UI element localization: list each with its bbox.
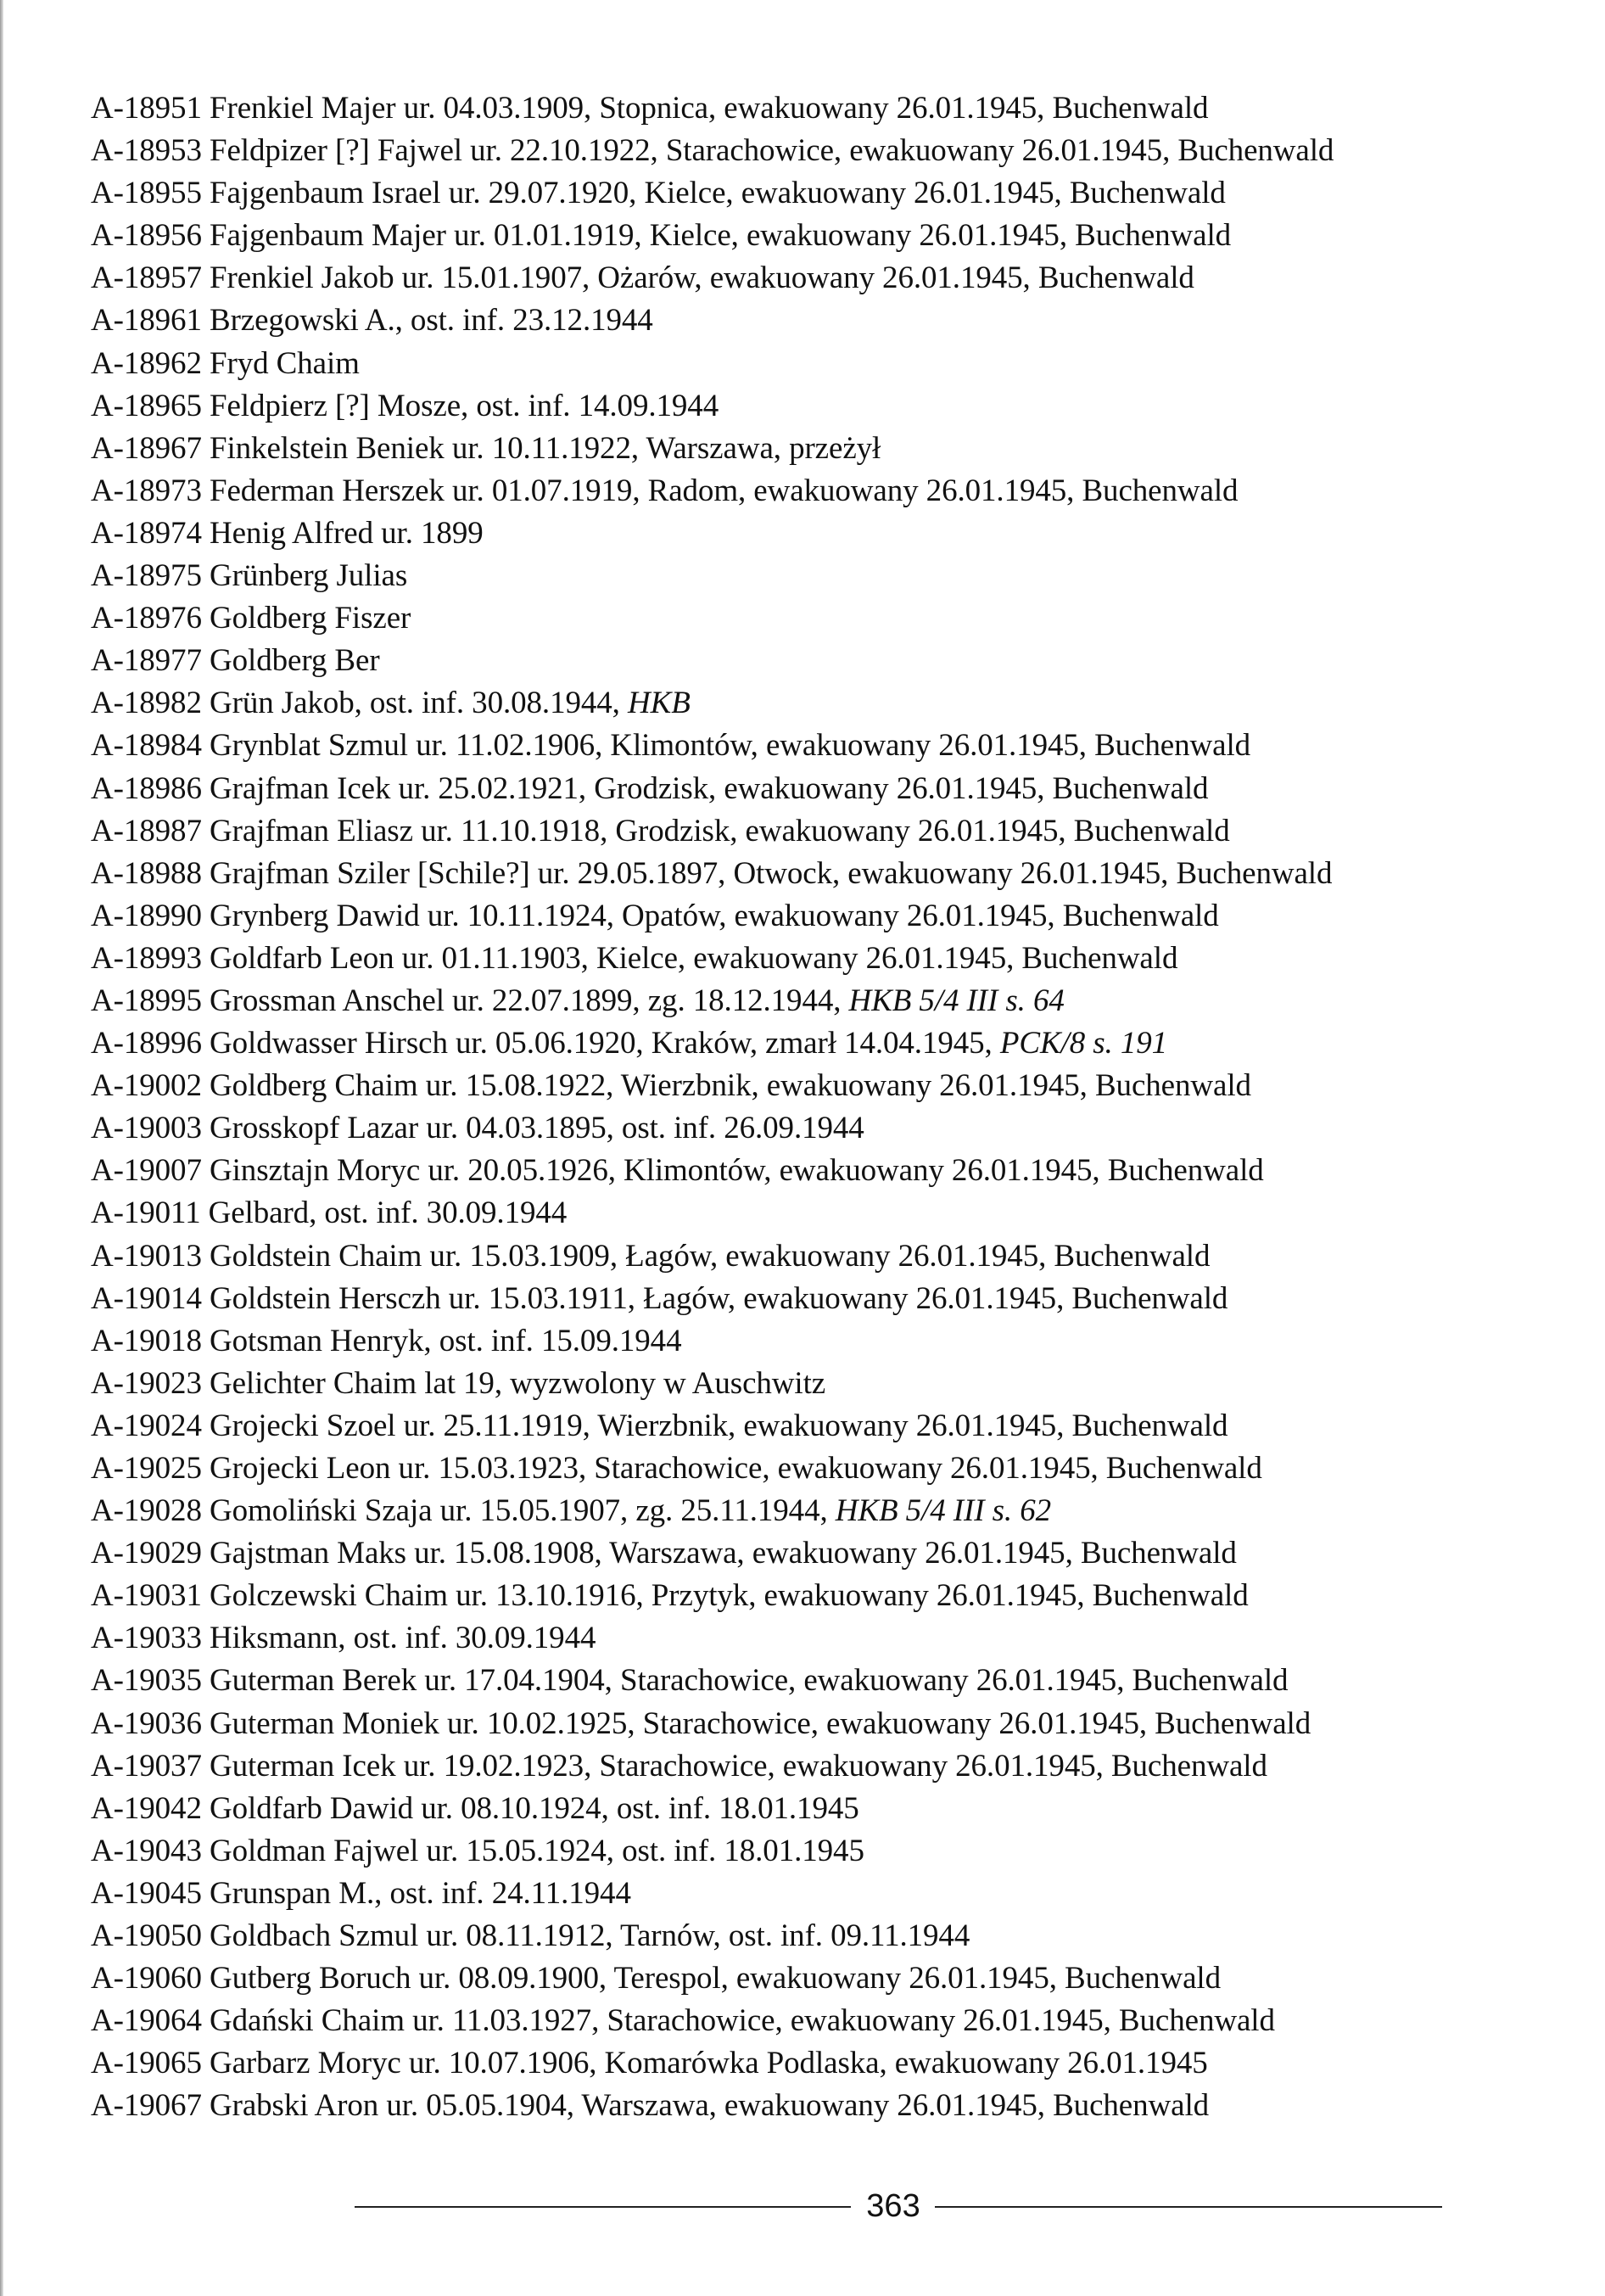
entry-text: A-19029 Gajstman Maks ur. 15.08.1908, Warszawa, ewakuowany 26.01.1945, Buchenwald (91, 1536, 1237, 1571)
page-footer (355, 2181, 1442, 2232)
list-item (91, 980, 1533, 1022)
entry-text: A-18956 Fajgenbaum Majer ur. 01.01.1919, Kielce, ewakuowany 26.01.1945, Buchenwald (91, 218, 1232, 254)
entry-text: A-18955 Fajgenbaum Israel ur. 29.07.1920, Kielce, ewakuowany 26.01.1945, Buchenwald (91, 176, 1226, 211)
entry-reference: HKB 5/4 III s. 64 (848, 983, 1065, 1018)
entry-text: A-19011 Gelbard, ost. inf. 30.09.1944 (91, 1196, 568, 1231)
list-item (91, 853, 1533, 895)
entry-text: A-19018 Gotsman Henryk, ost. inf. 15.09.1944 (91, 1323, 682, 1358)
entry-text: A-18990 Grynberg Dawid ur. 10.11.1924, Opatów, ewakuowany 26.01.1945, Buchenwald (91, 898, 1219, 933)
list-item (91, 1490, 1533, 1532)
entry-reference: HKB (628, 686, 691, 721)
list-item (91, 1022, 1533, 1065)
entry-text: A-19065 Garbarz Moryc ur. 10.07.1906, Komarówka Podlaska, ewakuowany 26.01.1945 (91, 2046, 1208, 2081)
list-item (91, 1065, 1533, 1107)
entry-text: A-18975 Grünberg Julias (91, 558, 408, 594)
list-item (91, 300, 1533, 342)
entry-text: A-19025 Grojecki Leon ur. 15.03.1923, Starachowice, ewakuowany 26.01.1945, Buchenwald (91, 1451, 1262, 1486)
entry-text: A-19014 Goldstein Hersczh ur. 15.03.1911, Łagów, ewakuowany 26.01.1945, Buchenwald (91, 1280, 1228, 1316)
entry-text: A-18987 Grajfman Eliasz ur. 11.10.1918, Grodzisk, ewakuowany 26.01.1945, Buchenwald (91, 813, 1230, 848)
entry-text: A-18977 Goldberg Ber (91, 643, 380, 679)
list-item (91, 2042, 1533, 2085)
entry-text: A-18974 Henig Alfred ur. 1899 (91, 515, 484, 551)
list-item (91, 1363, 1533, 1405)
footer-rule-right (935, 2206, 1442, 2208)
footer-rule-left (355, 2206, 851, 2208)
list-item (91, 682, 1533, 725)
entry-text: A-18967 Finkelstein Beniek ur. 10.11.1922, Warszawa, przeżył (91, 430, 881, 466)
list-item (91, 1703, 1533, 1745)
list-item (91, 895, 1533, 938)
list-item (91, 1617, 1533, 1660)
entry-text: A-18957 Frenkiel Jakob ur. 15.01.1907, Ożarów, ewakuowany 26.01.1945, Buchenwald (91, 260, 1194, 296)
list-item (91, 1957, 1533, 2000)
entry-text: A-18965 Feldpierz [?] Mosze, ost. inf. 14.09.1944 (91, 388, 719, 423)
list-item (91, 2000, 1533, 2042)
list-item (91, 1150, 1533, 1192)
list-item (91, 810, 1533, 853)
list-item (91, 1830, 1533, 1873)
list-item (91, 597, 1533, 640)
list-item (91, 428, 1533, 470)
entry-reference: HKB 5/4 III s. 62 (835, 1493, 1051, 1529)
entry-text: A-18953 Feldpizer [?] Fajwel ur. 22.10.1922, Starachowice, ewakuowany 26.01.1945, Buchenwald (91, 133, 1334, 169)
list-item (91, 938, 1533, 980)
list-item (91, 2085, 1533, 2127)
list-item (91, 512, 1533, 555)
entry-text: A-19045 Grunspan M., ost. inf. 24.11.1944 (91, 1875, 631, 1911)
entry-text: A-19060 Gutberg Boruch ur. 08.09.1900, Terespol, ewakuowany 26.01.1945, Buchenwald (91, 1961, 1221, 1996)
entry-text: A-19013 Goldstein Chaim ur. 15.03.1909, Łagów, ewakuowany 26.01.1945, Buchenwald (91, 1238, 1211, 1274)
entry-text: A-19033 Hiksmann, ost. inf. 30.09.1944 (91, 1621, 596, 1656)
list-item (91, 130, 1533, 172)
list-item (91, 1915, 1533, 1957)
entry-text: A-18986 Grajfman Icek ur. 25.02.1921, Grodzisk, ewakuowany 26.01.1945, Buchenwald (91, 770, 1209, 806)
list-item (91, 1320, 1533, 1363)
list-item (91, 725, 1533, 767)
list-item (91, 1192, 1533, 1235)
list-item (91, 172, 1533, 215)
list-item (91, 1575, 1533, 1617)
entry-text: A-19028 Gomoliński Szaja ur. 15.05.1907, zg. 25.11.1944, (91, 1493, 836, 1529)
page-binding-edge (0, 0, 3, 2296)
list-item (91, 1745, 1533, 1788)
list-item (91, 1873, 1533, 1915)
entry-reference: PCK/8 s. 191 (999, 1026, 1168, 1061)
entry-text: A-18951 Frenkiel Majer ur. 04.03.1909, Stopnica, ewakuowany 26.01.1945, Buchenwald (91, 91, 1209, 126)
entry-text: A-19042 Goldfarb Dawid ur. 08.10.1924, ost. inf. 18.01.1945 (91, 1790, 859, 1826)
entry-text: A-19064 Gdański Chaim ur. 11.03.1927, Starachowice, ewakuowany 26.01.1945, Buchenwald (91, 2003, 1275, 2039)
entry-text: A-19037 Guterman Icek ur. 19.02.1923, Starachowice, ewakuowany 26.01.1945, Buchenwald (91, 1748, 1267, 1784)
entry-text: A-19031 Golczewski Chaim ur. 13.10.1916, Przytyk, ewakuowany 26.01.1945, Buchenwald (91, 1578, 1249, 1614)
entry-text: A-19003 Grosskopf Lazar ur. 04.03.1895, ost. inf. 26.09.1944 (91, 1111, 864, 1146)
entry-text: A-19067 Grabski Aron ur. 05.05.1904, Warszawa, ewakuowany 26.01.1945, Buchenwald (91, 2088, 1210, 2124)
entry-text: A-19002 Goldberg Chaim ur. 15.08.1922, Wierzbnik, ewakuowany 26.01.1945, Buchenwald (91, 1068, 1251, 1104)
list-item (91, 640, 1533, 682)
list-item (91, 1660, 1533, 1702)
entry-text: A-18982 Grün Jakob, ost. inf. 30.08.1944, (91, 686, 628, 721)
list-item (91, 1532, 1533, 1575)
entry-text: A-19043 Goldman Fajwel ur. 15.05.1924, ost. inf. 18.01.1945 (91, 1833, 864, 1868)
entry-text: A-18961 Brzegowski A., ost. inf. 23.12.1944 (91, 303, 653, 339)
list-item (91, 385, 1533, 428)
list-item (91, 87, 1533, 130)
list-item (91, 215, 1533, 257)
entry-text: A-18962 Fryd Chaim (91, 345, 360, 381)
entry-text: A-18976 Goldberg Fiszer (91, 601, 411, 636)
list-item (91, 768, 1533, 810)
list-item (91, 1107, 1533, 1150)
entry-text: A-19024 Grojecki Szoel ur. 25.11.1919, Wierzbnik, ewakuowany 26.01.1945, Buchenwald (91, 1408, 1228, 1443)
entry-text: A-18973 Federman Herszek ur. 01.07.1919, Radom, ewakuowany 26.01.1945, Buchenwald (91, 473, 1239, 508)
list-item (91, 343, 1533, 385)
entry-text: A-19050 Goldbach Szmul ur. 08.11.1912, Tarnów, ost. inf. 09.11.1944 (91, 1918, 970, 1954)
entry-text: A-19023 Gelichter Chaim lat 19, wyzwolony w Auschwitz (91, 1365, 826, 1401)
entry-text: A-18995 Grossman Anschel ur. 22.07.1899, zg. 18.12.1944, (91, 983, 849, 1018)
prisoner-list (91, 87, 1533, 2128)
page-number: 363 (866, 2188, 920, 2224)
entry-text: A-18984 Grynblat Szmul ur. 11.02.1906, Klimontów, ewakuowany 26.01.1945, Buchenwald (91, 728, 1251, 764)
list-item (91, 1405, 1533, 1448)
entry-text: A-18996 Goldwasser Hirsch ur. 05.06.1920, Kraków, zmarł 14.04.1945, (91, 1026, 1000, 1061)
entry-text: A-18988 Grajfman Sziler [Schile?] ur. 29.05.1897, Otwock, ewakuowany 26.01.1945, Buchenwald (91, 855, 1333, 891)
entry-text: A-18993 Goldfarb Leon ur. 01.11.1903, Kielce, ewakuowany 26.01.1945, Buchenwald (91, 940, 1178, 976)
entry-text: A-19007 Ginsztajn Moryc ur. 20.05.1926, Klimontów, ewakuowany 26.01.1945, Buchenwald (91, 1153, 1264, 1189)
list-item (91, 555, 1533, 597)
list-item (91, 470, 1533, 512)
entry-text: A-19035 Guterman Berek ur. 17.04.1904, Starachowice, ewakuowany 26.01.1945, Buchenwald (91, 1663, 1289, 1699)
list-item (91, 1448, 1533, 1490)
list-item (91, 257, 1533, 300)
list-item (91, 1278, 1533, 1320)
list-item (91, 1788, 1533, 1830)
list-item (91, 1235, 1533, 1278)
entry-text: A-19036 Guterman Moniek ur. 10.02.1925, Starachowice, ewakuowany 26.01.1945, Buchenwald (91, 1705, 1311, 1741)
